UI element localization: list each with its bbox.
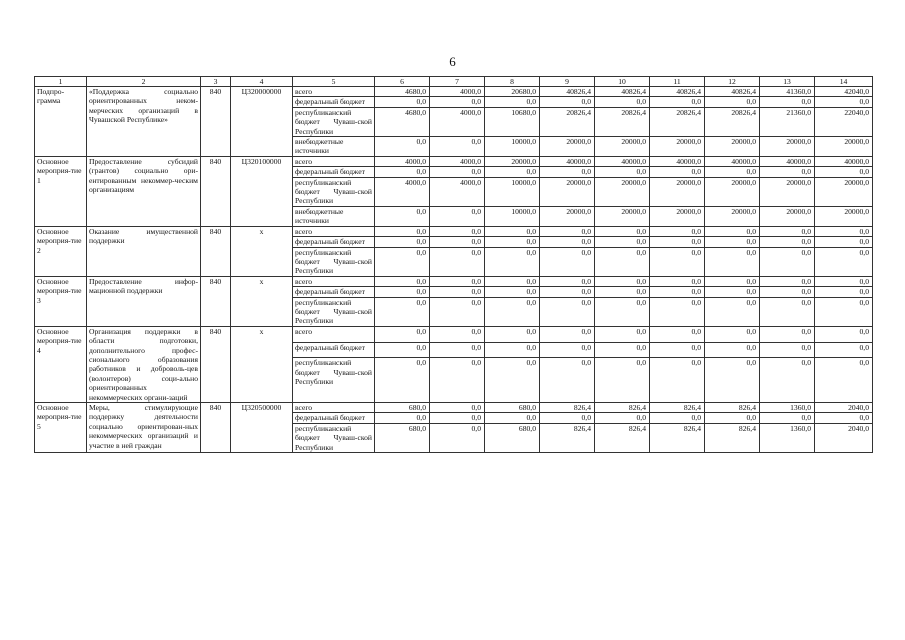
funding-source: федеральный бюджет xyxy=(293,167,375,177)
amount-cell: 0,0 xyxy=(485,247,540,276)
group-label: Подпро-грамма xyxy=(35,87,87,157)
amount-cell: 0,0 xyxy=(705,247,760,276)
amount-cell: 20000,0 xyxy=(705,137,760,157)
page-number: 6 xyxy=(449,54,456,69)
amount-cell: 826,4 xyxy=(650,403,705,413)
amount-cell: 0,0 xyxy=(430,287,485,297)
amount-cell: 0,0 xyxy=(595,226,650,236)
amount-cell: 20000,0 xyxy=(650,177,705,206)
amount-cell: 0,0 xyxy=(595,297,650,326)
amount-cell: 826,4 xyxy=(540,403,595,413)
group-label: Основное мероприя-тие 2 xyxy=(35,226,87,276)
amount-cell: 0,0 xyxy=(650,297,705,326)
amount-cell: 20826,4 xyxy=(540,107,595,136)
funding-source: федеральный бюджет xyxy=(293,237,375,247)
amount-cell: 20000,0 xyxy=(705,177,760,206)
amount-cell: 0,0 xyxy=(815,342,873,358)
amount-cell: 0,0 xyxy=(815,276,873,286)
amount-cell: 0,0 xyxy=(815,297,873,326)
group-code: Ц320500000 xyxy=(231,403,293,453)
table-row xyxy=(35,156,873,166)
amount-cell: 0,0 xyxy=(650,413,705,423)
amount-cell: 0,0 xyxy=(760,247,815,276)
amount-cell: 40000,0 xyxy=(650,156,705,166)
column-header-4: 4 xyxy=(231,77,293,87)
amount-cell: 0,0 xyxy=(375,342,430,358)
amount-cell: 0,0 xyxy=(485,358,540,403)
table-body xyxy=(35,87,873,453)
amount-cell: 0,0 xyxy=(485,342,540,358)
amount-cell: 0,0 xyxy=(705,276,760,286)
amount-cell: 0,0 xyxy=(705,297,760,326)
amount-cell: 0,0 xyxy=(430,358,485,403)
amount-cell: 10000,0 xyxy=(485,206,540,226)
amount-cell: 41360,0 xyxy=(760,87,815,97)
amount-cell: 0,0 xyxy=(650,342,705,358)
funding-source: всего xyxy=(293,403,375,413)
financing-table xyxy=(34,76,873,453)
group-grbs: 840 xyxy=(201,156,231,226)
column-header-10: 10 xyxy=(595,77,650,87)
amount-cell: 40000,0 xyxy=(760,156,815,166)
amount-cell: 42040,0 xyxy=(815,87,873,97)
amount-cell: 0,0 xyxy=(375,326,430,342)
amount-cell: 40000,0 xyxy=(815,156,873,166)
group-grbs: 840 xyxy=(201,226,231,276)
amount-cell: 4680,0 xyxy=(375,87,430,97)
group-name: Предоставление инфор-мационной поддержки xyxy=(87,276,201,326)
amount-cell: 0,0 xyxy=(705,237,760,247)
group-code: x xyxy=(231,226,293,276)
amount-cell: 0,0 xyxy=(815,287,873,297)
amount-cell: 0,0 xyxy=(375,276,430,286)
amount-cell: 0,0 xyxy=(430,326,485,342)
amount-cell: 0,0 xyxy=(760,167,815,177)
column-header-6: 6 xyxy=(375,77,430,87)
amount-cell: 0,0 xyxy=(430,206,485,226)
amount-cell: 826,4 xyxy=(595,403,650,413)
amount-cell: 20000,0 xyxy=(815,206,873,226)
amount-cell: 0,0 xyxy=(760,326,815,342)
column-header-5: 5 xyxy=(293,77,375,87)
amount-cell: 20000,0 xyxy=(595,206,650,226)
amount-cell: 0,0 xyxy=(375,137,430,157)
funding-source: федеральный бюджет xyxy=(293,413,375,423)
amount-cell: 0,0 xyxy=(650,326,705,342)
funding-source: всего xyxy=(293,156,375,166)
amount-cell: 0,0 xyxy=(815,97,873,107)
amount-cell: 0,0 xyxy=(650,287,705,297)
amount-cell: 4000,0 xyxy=(430,87,485,97)
group-grbs: 840 xyxy=(201,403,231,453)
column-header-2: 2 xyxy=(87,77,201,87)
amount-cell: 10000,0 xyxy=(485,137,540,157)
amount-cell: 20826,4 xyxy=(650,107,705,136)
group-label: Основное мероприя-тие 5 xyxy=(35,403,87,453)
amount-cell: 0,0 xyxy=(760,226,815,236)
funding-source: всего xyxy=(293,276,375,286)
funding-source: всего xyxy=(293,87,375,97)
amount-cell: 0,0 xyxy=(650,226,705,236)
amount-cell: 0,0 xyxy=(815,358,873,403)
amount-cell: 0,0 xyxy=(760,287,815,297)
amount-cell: 20000,0 xyxy=(540,137,595,157)
group-name: Меры, стимулирующие поддержку деятельности социально ориентирован-ных некоммерческих организаций и участие в ней граждан xyxy=(87,403,201,453)
funding-source: внебюджетные источники xyxy=(293,206,375,226)
amount-cell: 40000,0 xyxy=(595,156,650,166)
amount-cell: 826,4 xyxy=(650,423,705,452)
column-header-8: 8 xyxy=(485,77,540,87)
funding-source: внебюджетные источники xyxy=(293,137,375,157)
column-header-9: 9 xyxy=(540,77,595,87)
amount-cell: 0,0 xyxy=(650,247,705,276)
amount-cell: 0,0 xyxy=(485,297,540,326)
amount-cell: 0,0 xyxy=(650,358,705,403)
amount-cell: 680,0 xyxy=(485,423,540,452)
amount-cell: 0,0 xyxy=(485,326,540,342)
amount-cell: 0,0 xyxy=(375,287,430,297)
amount-cell: 0,0 xyxy=(540,167,595,177)
group-label: Основное мероприя-тие 1 xyxy=(35,156,87,226)
amount-cell: 20000,0 xyxy=(650,137,705,157)
amount-cell: 680,0 xyxy=(375,403,430,413)
amount-cell: 0,0 xyxy=(705,358,760,403)
column-header-14: 14 xyxy=(815,77,873,87)
amount-cell: 0,0 xyxy=(650,97,705,107)
amount-cell: 0,0 xyxy=(485,167,540,177)
amount-cell: 21360,0 xyxy=(760,107,815,136)
amount-cell: 40826,4 xyxy=(540,87,595,97)
amount-cell: 0,0 xyxy=(430,167,485,177)
amount-cell: 20000,0 xyxy=(815,137,873,157)
amount-cell: 680,0 xyxy=(375,423,430,452)
funding-source: всего xyxy=(293,326,375,342)
group-code: x xyxy=(231,276,293,326)
amount-cell: 20826,4 xyxy=(705,107,760,136)
amount-cell: 4000,0 xyxy=(430,107,485,136)
amount-cell: 40826,4 xyxy=(595,87,650,97)
amount-cell: 0,0 xyxy=(375,206,430,226)
amount-cell: 826,4 xyxy=(595,423,650,452)
amount-cell: 4000,0 xyxy=(375,156,430,166)
amount-cell: 826,4 xyxy=(540,423,595,452)
header-row xyxy=(35,77,873,87)
amount-cell: 0,0 xyxy=(540,326,595,342)
amount-cell: 0,0 xyxy=(485,97,540,107)
amount-cell: 0,0 xyxy=(485,226,540,236)
group-name: Оказание имущественной поддержки xyxy=(87,226,201,276)
amount-cell: 0,0 xyxy=(540,287,595,297)
amount-cell: 0,0 xyxy=(595,237,650,247)
column-header-13: 13 xyxy=(760,77,815,87)
funding-source: федеральный бюджет xyxy=(293,287,375,297)
column-header-12: 12 xyxy=(705,77,760,87)
amount-cell: 4000,0 xyxy=(430,156,485,166)
column-header-3: 3 xyxy=(201,77,231,87)
amount-cell: 20000,0 xyxy=(540,206,595,226)
amount-cell: 40000,0 xyxy=(705,156,760,166)
amount-cell: 826,4 xyxy=(705,403,760,413)
amount-cell: 20000,0 xyxy=(760,137,815,157)
amount-cell: 0,0 xyxy=(595,97,650,107)
amount-cell: 0,0 xyxy=(705,287,760,297)
funding-source: республиканский бюджет Чуваш-ской Республики xyxy=(293,177,375,206)
amount-cell: 0,0 xyxy=(595,342,650,358)
group-grbs: 840 xyxy=(201,87,231,157)
amount-cell: 0,0 xyxy=(430,137,485,157)
amount-cell: 0,0 xyxy=(595,276,650,286)
amount-cell: 40826,4 xyxy=(650,87,705,97)
amount-cell: 0,0 xyxy=(595,413,650,423)
amount-cell: 0,0 xyxy=(430,226,485,236)
amount-cell: 20000,0 xyxy=(705,206,760,226)
amount-cell: 0,0 xyxy=(815,413,873,423)
column-header-7: 7 xyxy=(430,77,485,87)
amount-cell: 40000,0 xyxy=(540,156,595,166)
amount-cell: 20000,0 xyxy=(595,137,650,157)
column-header-11: 11 xyxy=(650,77,705,87)
amount-cell: 0,0 xyxy=(375,226,430,236)
amount-cell: 0,0 xyxy=(540,276,595,286)
amount-cell: 2040,0 xyxy=(815,423,873,452)
amount-cell: 0,0 xyxy=(705,226,760,236)
amount-cell: 0,0 xyxy=(375,247,430,276)
amount-cell: 0,0 xyxy=(815,226,873,236)
amount-cell: 680,0 xyxy=(485,403,540,413)
amount-cell: 0,0 xyxy=(650,276,705,286)
amount-cell: 0,0 xyxy=(815,247,873,276)
group-code: Ц320000000 xyxy=(231,87,293,157)
amount-cell: 20000,0 xyxy=(540,177,595,206)
amount-cell: 0,0 xyxy=(595,167,650,177)
amount-cell: 0,0 xyxy=(595,247,650,276)
amount-cell: 0,0 xyxy=(485,287,540,297)
amount-cell: 20000,0 xyxy=(595,177,650,206)
amount-cell: 0,0 xyxy=(375,297,430,326)
amount-cell: 0,0 xyxy=(375,413,430,423)
amount-cell: 0,0 xyxy=(375,237,430,247)
funding-source: федеральный бюджет xyxy=(293,97,375,107)
amount-cell: 0,0 xyxy=(760,237,815,247)
amount-cell: 20826,4 xyxy=(595,107,650,136)
group-name: Предоставление субсидий (грантов) социально ори-ентированным некоммер-ческим организациям xyxy=(87,156,201,226)
amount-cell: 20000,0 xyxy=(760,177,815,206)
amount-cell: 0,0 xyxy=(540,413,595,423)
group-grbs: 840 xyxy=(201,326,231,402)
amount-cell: 0,0 xyxy=(705,342,760,358)
funding-source: всего xyxy=(293,226,375,236)
funding-source: республиканский бюджет Чуваш-ской Республики xyxy=(293,358,375,403)
amount-cell: 0,0 xyxy=(705,326,760,342)
amount-cell: 0,0 xyxy=(760,413,815,423)
amount-cell: 0,0 xyxy=(595,358,650,403)
amount-cell: 2040,0 xyxy=(815,403,873,413)
amount-cell: 0,0 xyxy=(430,423,485,452)
funding-source: республиканский бюджет Чуваш-ской Республики xyxy=(293,297,375,326)
amount-cell: 0,0 xyxy=(760,297,815,326)
amount-cell: 0,0 xyxy=(540,358,595,403)
amount-cell: 0,0 xyxy=(760,358,815,403)
group-grbs: 840 xyxy=(201,276,231,326)
amount-cell: 20680,0 xyxy=(485,87,540,97)
amount-cell: 4680,0 xyxy=(375,107,430,136)
group-code: Ц320100000 xyxy=(231,156,293,226)
amount-cell: 0,0 xyxy=(375,97,430,107)
table-row xyxy=(35,226,873,236)
amount-cell: 0,0 xyxy=(485,237,540,247)
amount-cell: 0,0 xyxy=(485,413,540,423)
amount-cell: 0,0 xyxy=(540,226,595,236)
group-name: «Поддержка социально ориентированных неком-мерческих организаций в Чувашской Республике» xyxy=(87,87,201,157)
funding-source: республиканский бюджет Чуваш-ской Республики xyxy=(293,107,375,136)
amount-cell: 0,0 xyxy=(430,403,485,413)
amount-cell: 0,0 xyxy=(760,97,815,107)
amount-cell: 0,0 xyxy=(540,342,595,358)
amount-cell: 1360,0 xyxy=(760,423,815,452)
amount-cell: 0,0 xyxy=(375,358,430,403)
amount-cell: 20000,0 xyxy=(815,177,873,206)
amount-cell: 0,0 xyxy=(760,342,815,358)
table-row xyxy=(35,276,873,286)
amount-cell: 20000,0 xyxy=(650,206,705,226)
amount-cell: 0,0 xyxy=(815,237,873,247)
group-label: Основное мероприя-тие 3 xyxy=(35,276,87,326)
amount-cell: 0,0 xyxy=(485,276,540,286)
amount-cell: 0,0 xyxy=(650,167,705,177)
amount-cell: 0,0 xyxy=(760,276,815,286)
amount-cell: 0,0 xyxy=(815,167,873,177)
amount-cell: 0,0 xyxy=(540,237,595,247)
amount-cell: 0,0 xyxy=(540,97,595,107)
amount-cell: 0,0 xyxy=(430,276,485,286)
table-row xyxy=(35,403,873,413)
amount-cell: 0,0 xyxy=(540,247,595,276)
amount-cell: 0,0 xyxy=(430,297,485,326)
amount-cell: 0,0 xyxy=(705,167,760,177)
funding-source: республиканский бюджет Чуваш-ской Республики xyxy=(293,423,375,452)
amount-cell: 0,0 xyxy=(595,287,650,297)
group-label: Основное мероприя-тие 4 xyxy=(35,326,87,402)
amount-cell: 4000,0 xyxy=(375,177,430,206)
amount-cell: 1360,0 xyxy=(760,403,815,413)
table-row xyxy=(35,326,873,342)
group-name: Организация поддержки в области подготовки, дополнительного профес-сионального образования работников и доброволь-цев (волонтеров) соци-ально ориентированных некоммерческих органи-заций xyxy=(87,326,201,402)
amount-cell: 826,4 xyxy=(705,423,760,452)
table-row xyxy=(35,87,873,97)
funding-source: федеральный бюджет xyxy=(293,342,375,358)
group-code: x xyxy=(231,326,293,402)
amount-cell: 0,0 xyxy=(430,342,485,358)
amount-cell: 40826,4 xyxy=(705,87,760,97)
amount-cell: 4000,0 xyxy=(430,177,485,206)
amount-cell: 0,0 xyxy=(705,97,760,107)
amount-cell: 0,0 xyxy=(595,326,650,342)
amount-cell: 0,0 xyxy=(650,237,705,247)
amount-cell: 22040,0 xyxy=(815,107,873,136)
amount-cell: 0,0 xyxy=(815,326,873,342)
column-header-1: 1 xyxy=(35,77,87,87)
amount-cell: 0,0 xyxy=(375,167,430,177)
amount-cell: 0,0 xyxy=(430,413,485,423)
amount-cell: 0,0 xyxy=(540,297,595,326)
amount-cell: 20000,0 xyxy=(485,156,540,166)
amount-cell: 20000,0 xyxy=(760,206,815,226)
amount-cell: 10000,0 xyxy=(485,177,540,206)
amount-cell: 0,0 xyxy=(430,97,485,107)
amount-cell: 0,0 xyxy=(705,413,760,423)
amount-cell: 10680,0 xyxy=(485,107,540,136)
amount-cell: 0,0 xyxy=(430,247,485,276)
funding-source: республиканский бюджет Чуваш-ской Республики xyxy=(293,247,375,276)
amount-cell: 0,0 xyxy=(430,237,485,247)
